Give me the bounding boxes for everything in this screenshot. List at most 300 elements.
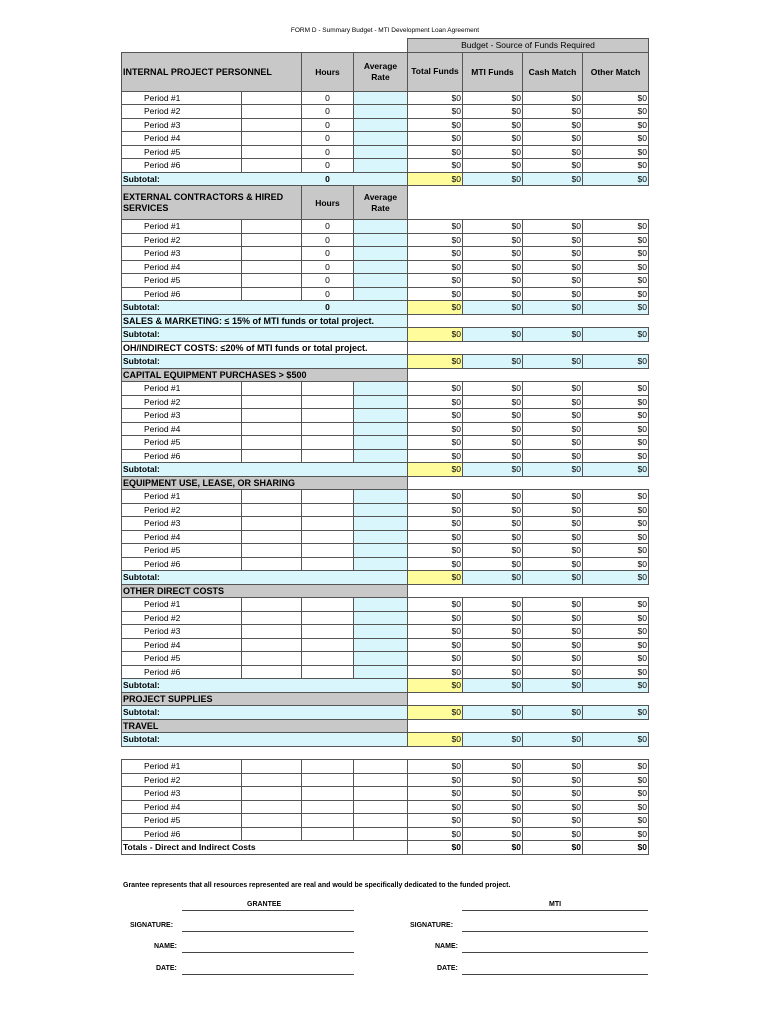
total-funds-cell: $0 (408, 436, 463, 450)
avg-rate-cell[interactable] (354, 118, 408, 132)
mti-funds-cell: $0 (463, 220, 523, 234)
cash-match-cell: $0 (523, 665, 583, 679)
blank-cell (408, 368, 649, 382)
equipment-subtotal-row (122, 571, 649, 585)
period-label: Period #6 (122, 665, 242, 679)
cash-match-cell: $0 (523, 814, 583, 828)
description-cell[interactable] (242, 220, 302, 234)
subtotal-rate (354, 328, 408, 342)
subtotal-label: Subtotal: (122, 463, 302, 477)
mti-funds-header: MTI Funds (463, 52, 523, 91)
subtotal-rate (354, 706, 408, 720)
hours-cell[interactable] (302, 557, 354, 571)
mti-funds-cell: $0 (463, 355, 523, 369)
avg-rate-cell[interactable] (354, 382, 408, 396)
other-match-cell: $0 (583, 463, 649, 477)
cash-match-header: Cash Match (523, 52, 583, 91)
mti-funds-cell: $0 (463, 436, 523, 450)
capital-equipment-header-label: CAPITAL EQUIPMENT PURCHASES > $500 (122, 368, 408, 382)
avg-rate-cell[interactable] (354, 105, 408, 119)
hours-cell[interactable] (302, 422, 354, 436)
description-cell[interactable] (242, 159, 302, 173)
period-row (122, 625, 649, 639)
cash-match-cell: $0 (523, 800, 583, 814)
other-match-cell: $0 (583, 220, 649, 234)
period-row (122, 159, 649, 173)
total-funds-cell: $0 (408, 172, 463, 186)
cash-match-cell: $0 (523, 220, 583, 234)
description-cell[interactable] (242, 503, 302, 517)
travel-subtotal-row (122, 733, 649, 747)
cash-match-cell: $0 (523, 105, 583, 119)
period-label: Period #1 (122, 760, 242, 774)
subtotal-rate (354, 679, 408, 693)
period-row (122, 490, 649, 504)
mti-funds-cell: $0 (463, 422, 523, 436)
description-cell (242, 827, 302, 841)
mti-funds-cell: $0 (463, 611, 523, 625)
hours-cell[interactable]: 0 (302, 145, 354, 159)
other-match-cell: $0 (583, 760, 649, 774)
other-direct-subtotal-row (122, 679, 649, 693)
other-match-cell: $0 (583, 422, 649, 436)
subtotal-hours (302, 679, 354, 693)
period-row (122, 598, 649, 612)
grantee-date-field[interactable] (182, 974, 354, 975)
period-row (122, 638, 649, 652)
period-label: Period #6 (122, 557, 242, 571)
total-funds-cell: $0 (408, 679, 463, 693)
grand-total-row (122, 841, 649, 855)
subtotal-hours (302, 328, 354, 342)
hours-cell[interactable] (302, 449, 354, 463)
total-funds-cell: $0 (408, 274, 463, 288)
hours-cell[interactable]: 0 (302, 105, 354, 119)
avg-rate-cell[interactable] (354, 422, 408, 436)
total-funds-cell: $0 (408, 773, 463, 787)
avg-rate-cell[interactable] (354, 557, 408, 571)
mti-funds-cell: $0 (463, 172, 523, 186)
total-funds-cell: $0 (408, 706, 463, 720)
avg-rate-cell[interactable] (354, 220, 408, 234)
avg-rate-cell[interactable] (354, 665, 408, 679)
description-cell[interactable] (242, 422, 302, 436)
travel-header (122, 719, 649, 733)
total-funds-cell: $0 (408, 118, 463, 132)
hours-cell[interactable] (302, 503, 354, 517)
period-row (122, 436, 649, 450)
description-cell[interactable] (242, 638, 302, 652)
period-row (122, 395, 649, 409)
avg-rate-cell[interactable] (354, 145, 408, 159)
internal-personnel-header: INTERNAL PROJECT PERSONNEL (122, 52, 302, 91)
description-cell[interactable] (242, 517, 302, 531)
hours-cell[interactable] (302, 409, 354, 423)
avg-rate-cell[interactable] (354, 625, 408, 639)
avg-rate-header: Average Rate (354, 52, 408, 91)
mti-signature-label: SIGNATURE: (410, 922, 454, 929)
period-label: Period #5 (122, 544, 242, 558)
total-funds-cell: $0 (408, 233, 463, 247)
period-row (122, 233, 649, 247)
cash-match-cell: $0 (523, 172, 583, 186)
mti-funds-cell: $0 (463, 328, 523, 342)
subtotal-hours (302, 355, 354, 369)
cash-match-cell: $0 (523, 773, 583, 787)
hours-cell[interactable] (302, 530, 354, 544)
avg-rate-cell[interactable] (354, 260, 408, 274)
hours-cell[interactable] (302, 598, 354, 612)
total-funds-cell: $0 (408, 827, 463, 841)
cash-match-cell: $0 (523, 449, 583, 463)
hours-cell[interactable]: 0 (302, 247, 354, 261)
mti-funds-cell: $0 (463, 598, 523, 612)
total-funds-cell: $0 (408, 517, 463, 531)
equipment-use-header-label: EQUIPMENT USE, LEASE, OR SHARING (122, 476, 408, 490)
total-funds-cell: $0 (408, 463, 463, 477)
avg-rate-cell[interactable] (354, 638, 408, 652)
subtotal-label: Subtotal: (122, 706, 302, 720)
total-funds-cell: $0 (408, 652, 463, 666)
blank-cell (408, 476, 649, 490)
mti-funds-cell: $0 (463, 706, 523, 720)
period-row (122, 517, 649, 531)
hours-cell[interactable]: 0 (302, 132, 354, 146)
description-cell[interactable] (242, 490, 302, 504)
sales-subtotal-row (122, 328, 649, 342)
avg-rate-cell[interactable] (354, 395, 408, 409)
description-cell[interactable] (242, 274, 302, 288)
totals-period-row (122, 814, 649, 828)
blank-cell (408, 692, 649, 706)
avg-rate-cell[interactable] (354, 247, 408, 261)
period-label: Period #1 (122, 598, 242, 612)
cash-match-cell: $0 (523, 91, 583, 105)
avg-rate-cell[interactable] (354, 436, 408, 450)
cash-match-cell: $0 (523, 159, 583, 173)
cash-match-cell: $0 (523, 503, 583, 517)
period-label: Period #2 (122, 233, 242, 247)
description-cell[interactable] (242, 233, 302, 247)
total-funds-cell: $0 (408, 760, 463, 774)
description-cell[interactable] (242, 105, 302, 119)
description-cell[interactable] (242, 652, 302, 666)
description-cell[interactable] (242, 611, 302, 625)
cash-match-cell: $0 (523, 287, 583, 301)
avg-rate-cell[interactable] (354, 287, 408, 301)
cash-match-cell: $0 (523, 422, 583, 436)
avg-rate-cell (354, 760, 408, 774)
hours-cell[interactable] (302, 517, 354, 531)
total-funds-cell: $0 (408, 449, 463, 463)
other-match-header: Other Match (583, 52, 649, 91)
cash-match-cell: $0 (523, 132, 583, 146)
period-label: Period #6 (122, 287, 242, 301)
description-cell[interactable] (242, 598, 302, 612)
external-header-row (122, 186, 649, 220)
other-match-cell: $0 (583, 733, 649, 747)
period-label: Period #4 (122, 132, 242, 146)
description-cell[interactable] (242, 91, 302, 105)
avg-rate-cell[interactable] (354, 652, 408, 666)
mti-funds-cell: $0 (463, 827, 523, 841)
total-funds-cell: $0 (408, 301, 463, 315)
total-funds-cell: $0 (408, 557, 463, 571)
grantee-date-label: DATE: (156, 965, 177, 972)
period-row (122, 145, 649, 159)
cash-match-cell: $0 (523, 787, 583, 801)
hours-header: Hours (302, 52, 354, 91)
other-match-cell: $0 (583, 503, 649, 517)
mti-signature-field[interactable] (462, 931, 648, 932)
grand-total-funds-cell: $0 (408, 841, 463, 855)
totals-period-row (122, 800, 649, 814)
period-label: Period #3 (122, 247, 242, 261)
avg-rate-cell[interactable] (354, 611, 408, 625)
grantee-name-field[interactable] (182, 952, 354, 953)
project-supplies-header (122, 692, 649, 706)
cash-match-cell: $0 (523, 679, 583, 693)
subtotal-rate (354, 301, 408, 315)
totals-period-row (122, 787, 649, 801)
description-cell[interactable] (242, 557, 302, 571)
other-match-cell: $0 (583, 544, 649, 558)
mti-funds-cell: $0 (463, 260, 523, 274)
subtotal-hours (302, 706, 354, 720)
other-match-cell: $0 (583, 260, 649, 274)
description-cell[interactable] (242, 409, 302, 423)
period-row (122, 544, 649, 558)
hours-cell[interactable] (302, 436, 354, 450)
cash-match-cell: $0 (523, 260, 583, 274)
subtotal-rate (354, 463, 408, 477)
description-cell[interactable] (242, 287, 302, 301)
hours-cell[interactable] (302, 382, 354, 396)
hours-cell[interactable]: 0 (302, 274, 354, 288)
mti-funds-cell: $0 (463, 530, 523, 544)
other-match-cell: $0 (583, 679, 649, 693)
mti-date-field[interactable] (462, 974, 648, 975)
hours-cell (302, 800, 354, 814)
other-match-cell: $0 (583, 665, 649, 679)
avg-rate-cell[interactable] (354, 490, 408, 504)
description-cell[interactable] (242, 118, 302, 132)
other-match-cell: $0 (583, 395, 649, 409)
avg-rate-cell[interactable] (354, 503, 408, 517)
period-label: Period #2 (122, 773, 242, 787)
total-funds-cell: $0 (408, 328, 463, 342)
hours-cell[interactable] (302, 652, 354, 666)
description-cell[interactable] (242, 260, 302, 274)
totals-period-row (122, 773, 649, 787)
description-cell[interactable] (242, 544, 302, 558)
hours-cell[interactable] (302, 611, 354, 625)
description-cell[interactable] (242, 530, 302, 544)
grantee-signature-field[interactable] (182, 931, 354, 932)
hours-cell[interactable] (302, 544, 354, 558)
mti-date-label: DATE: (437, 965, 458, 972)
other-match-cell: $0 (583, 638, 649, 652)
period-row (122, 287, 649, 301)
supplies-subtotal-row (122, 706, 649, 720)
mti-funds-cell: $0 (463, 247, 523, 261)
other-direct-header (122, 584, 649, 598)
description-cell[interactable] (242, 132, 302, 146)
budget-source-header: Budget - Source of Funds Required (408, 39, 649, 53)
total-funds-cell: $0 (408, 409, 463, 423)
period-label: Period #4 (122, 800, 242, 814)
oh-header-row (122, 341, 649, 355)
mti-funds-cell: $0 (463, 463, 523, 477)
other-match-cell: $0 (583, 449, 649, 463)
description-cell (242, 800, 302, 814)
mti-funds-cell: $0 (463, 665, 523, 679)
mti-funds-cell: $0 (463, 571, 523, 585)
cash-match-cell: $0 (523, 611, 583, 625)
avg-rate-cell[interactable] (354, 544, 408, 558)
hours-cell[interactable]: 0 (302, 220, 354, 234)
mti-funds-cell: $0 (463, 517, 523, 531)
description-cell[interactable] (242, 625, 302, 639)
avg-rate-cell[interactable] (354, 598, 408, 612)
cash-match-cell: $0 (523, 382, 583, 396)
period-label: Period #6 (122, 449, 242, 463)
mti-funds-cell: $0 (463, 287, 523, 301)
hours-header: Hours (302, 186, 354, 220)
hours-cell[interactable]: 0 (302, 233, 354, 247)
blank-cell (408, 341, 649, 355)
hours-cell[interactable]: 0 (302, 260, 354, 274)
cash-match-cell: $0 (523, 328, 583, 342)
grantee-heading: GRANTEE (247, 901, 282, 908)
period-row (122, 422, 649, 436)
period-row (122, 409, 649, 423)
period-label: Period #6 (122, 827, 242, 841)
description-cell[interactable] (242, 145, 302, 159)
cash-match-cell: $0 (523, 733, 583, 747)
avg-rate-cell[interactable] (354, 274, 408, 288)
cash-match-cell: $0 (523, 557, 583, 571)
mti-name-field[interactable] (462, 952, 648, 953)
other-match-cell: $0 (583, 571, 649, 585)
other-match-cell: $0 (583, 274, 649, 288)
period-label: Period #1 (122, 490, 242, 504)
totals-period-row (122, 760, 649, 774)
avg-rate-cell (354, 814, 408, 828)
subtotal-hours: 0 (302, 301, 354, 315)
mti-funds-cell: $0 (463, 733, 523, 747)
period-row (122, 503, 649, 517)
mti-funds-cell: $0 (463, 91, 523, 105)
period-row (122, 118, 649, 132)
hours-cell[interactable]: 0 (302, 91, 354, 105)
column-header-row (122, 52, 649, 91)
mti-funds-cell: $0 (463, 544, 523, 558)
total-funds-cell: $0 (408, 220, 463, 234)
description-cell[interactable] (242, 382, 302, 396)
travel-header-label: TRAVEL (122, 719, 408, 733)
description-cell (242, 787, 302, 801)
other-match-cell: $0 (583, 530, 649, 544)
hours-cell[interactable]: 0 (302, 287, 354, 301)
total-funds-cell: $0 (408, 800, 463, 814)
hours-cell[interactable] (302, 625, 354, 639)
mti-name-label: NAME: (435, 943, 458, 950)
avg-rate-cell[interactable] (354, 132, 408, 146)
mti-funds-cell: $0 (463, 625, 523, 639)
total-funds-cell: $0 (408, 571, 463, 585)
hours-cell[interactable]: 0 (302, 159, 354, 173)
hours-cell[interactable] (302, 665, 354, 679)
cash-match-cell: $0 (523, 544, 583, 558)
other-match-cell: $0 (583, 706, 649, 720)
mti-funds-cell: $0 (463, 132, 523, 146)
sales-marketing-label: SALES & MARKETING: ≤ 15% of MTI funds or total project. (122, 314, 408, 328)
other-match-cell: $0 (583, 652, 649, 666)
total-funds-cell: $0 (408, 355, 463, 369)
period-row (122, 557, 649, 571)
cash-match-cell: $0 (523, 652, 583, 666)
hours-cell[interactable] (302, 395, 354, 409)
blank-cell (122, 39, 408, 53)
total-funds-cell: $0 (408, 665, 463, 679)
subtotal-hours (302, 463, 354, 477)
avg-rate-cell[interactable] (354, 233, 408, 247)
avg-rate-cell[interactable] (354, 159, 408, 173)
period-row (122, 105, 649, 119)
mti-funds-cell: $0 (463, 490, 523, 504)
other-match-cell: $0 (583, 814, 649, 828)
description-cell[interactable] (242, 665, 302, 679)
description-cell[interactable] (242, 449, 302, 463)
avg-rate-cell[interactable] (354, 530, 408, 544)
mti-funds-cell: $0 (463, 557, 523, 571)
mti-funds-cell: $0 (463, 301, 523, 315)
other-match-cell: $0 (583, 172, 649, 186)
avg-rate-cell[interactable] (354, 449, 408, 463)
other-match-cell: $0 (583, 409, 649, 423)
blank-cell (408, 186, 649, 220)
period-label: Period #2 (122, 395, 242, 409)
avg-rate-header: Average Rate (354, 186, 408, 220)
blank-cell (408, 719, 649, 733)
description-cell[interactable] (242, 395, 302, 409)
other-match-cell: $0 (583, 287, 649, 301)
subtotal-label: Subtotal: (122, 301, 302, 315)
cash-match-cell: $0 (523, 118, 583, 132)
hours-cell[interactable] (302, 638, 354, 652)
avg-rate-cell[interactable] (354, 91, 408, 105)
hours-cell[interactable] (302, 490, 354, 504)
period-row (122, 652, 649, 666)
budget-table (121, 38, 649, 855)
avg-rate-cell[interactable] (354, 517, 408, 531)
subtotal-label: Subtotal: (122, 679, 302, 693)
external-header: EXTERNAL CONTRACTORS & HIRED SERVICES (122, 186, 302, 220)
total-funds-cell: $0 (408, 247, 463, 261)
cash-match-cell: $0 (523, 625, 583, 639)
description-cell[interactable] (242, 436, 302, 450)
description-cell[interactable] (242, 247, 302, 261)
total-funds-cell: $0 (408, 382, 463, 396)
hours-cell[interactable]: 0 (302, 118, 354, 132)
cash-match-cell: $0 (523, 301, 583, 315)
mti-funds-cell: $0 (463, 274, 523, 288)
avg-rate-cell[interactable] (354, 409, 408, 423)
period-row (122, 260, 649, 274)
mti-funds-cell: $0 (463, 382, 523, 396)
total-funds-cell: $0 (408, 503, 463, 517)
